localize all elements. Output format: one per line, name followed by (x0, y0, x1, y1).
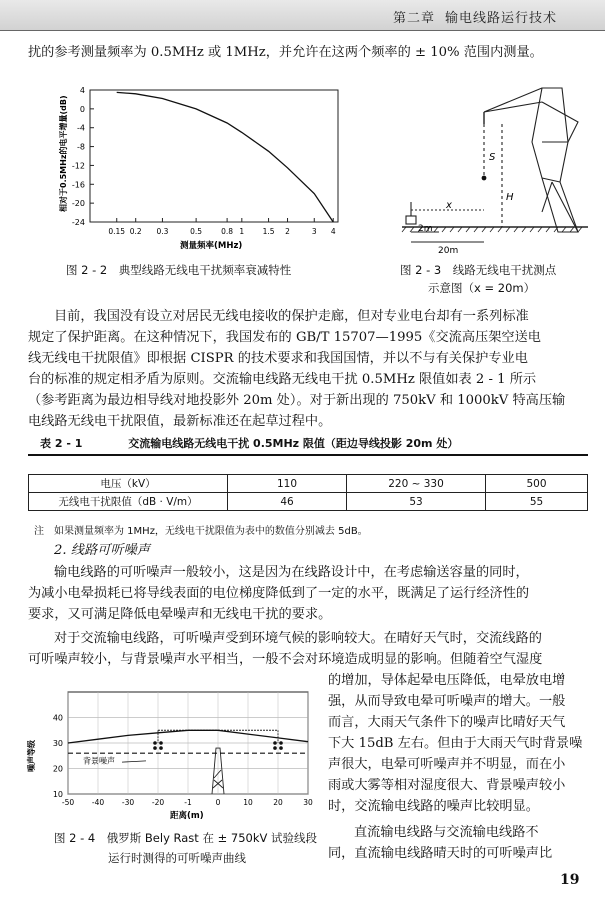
conductor-dot (153, 741, 157, 745)
fig22-ylabel: 相对于0.5MHz的电平增量(dB) (59, 95, 68, 212)
para3-side-line: 下大 15dB 左右。但由于大雨天气时背景噪 (328, 736, 583, 751)
table-cell: 53 (347, 493, 486, 511)
para3-line: 可听噪声较小，与背景噪声水平相当，一般不会对环境造成明显的影响。但随着空气湿度 (28, 652, 543, 667)
figure-2-3 (392, 82, 592, 260)
fig24-ytick-label: 20 (52, 764, 63, 774)
fig22-ytick-label: -24 (71, 218, 85, 227)
fig24-caption-line2: 运行时测得的可听噪声曲线 (108, 851, 246, 865)
fig22-xtick-label: 1 (239, 227, 245, 236)
para2-line: 为减小电晕损耗已将导线表面的电位梯度降低到了一定的水平，既满足了运行经济性的 (28, 586, 530, 601)
conductor-dot (273, 746, 277, 750)
figure-2-4 (18, 688, 324, 820)
conductor-dot (279, 746, 283, 750)
label-s: S (489, 152, 496, 163)
fig24-ytick-label: 40 (52, 713, 63, 723)
conductor-dot (153, 746, 157, 750)
fig23-caption-line2: 示意图（x = 20m） (428, 281, 536, 295)
fig24-xtick-label: 10 (243, 798, 253, 807)
fig24-xtick-label: 20 (273, 798, 283, 807)
para3-side-line: 而言，大雨天气条件下的噪声比晴好天气 (328, 715, 566, 730)
page-number: 19 (560, 872, 580, 888)
fig22-ytick-label: -20 (71, 199, 85, 209)
table-cell: 46 (228, 493, 347, 511)
fig22-frame (90, 90, 338, 222)
table-cell: 无线电干扰限值（dB · V/m） (29, 493, 228, 511)
fig22-xtick-label: 0.3 (156, 227, 169, 236)
para1-line: 目前，我国没有设立对居民无线电接收的保护走廊，但对专业电台却有一系列标准 (54, 309, 529, 324)
running-header (393, 7, 567, 26)
antenna-base (406, 216, 416, 224)
fig22-xtick-label: 1.5 (262, 227, 275, 236)
fig22-xtick-label: 0.2 (129, 227, 142, 236)
table-cell: 55 (486, 493, 588, 511)
conductor-dot (159, 746, 163, 750)
table-cell: 220 ~ 330 (347, 475, 486, 493)
fig24-xtick-label: 30 (303, 798, 313, 807)
para1-line: 电线路无线电干扰限值，最新标准还在起草过程中。 (28, 414, 332, 429)
para2-line: 要求，又可满足降低电晕噪声和无线电干扰的要求。 (28, 607, 332, 622)
label-h: H (506, 192, 514, 203)
conductor-dot (273, 741, 277, 745)
para1-line: 线无线电干扰限值》即根据 CISPR 的技术要求和我国国情，并以不与有关保护专业电 (28, 351, 528, 366)
fig24-label-leader (122, 761, 146, 762)
para1-line: （参考距离为最边相导线对地投影外 20m 处）。对于新出现的 750kV 和 1000kV 特高压输 (28, 393, 566, 408)
fig22-ytick-label: -4 (77, 123, 85, 133)
para2-line: 输电线路的可听噪声一般较小，这是因为在线路设计中，在考虑输送容量的同时， (54, 565, 529, 580)
para3-side-line: 的增加，导体起晕电压降低，电晕放电增 (328, 673, 566, 688)
paragraph-3 (28, 628, 593, 670)
fig22-xlabel: 测量频率(MHz) (180, 241, 243, 251)
label-20m: 20m (438, 246, 459, 256)
para1-line: 台的标准的规定相矛盾为原则。交流输电线路无线电干扰 0.5MHz 限值如表 2 - 1 所示 (28, 372, 537, 387)
fig22-xtick-label: 2 (285, 227, 290, 236)
fig24-xtick-label: 0 (215, 798, 221, 807)
fig24-xtick-label: -50 (61, 798, 75, 807)
fig24-ytick-label: 30 (52, 739, 63, 748)
figure-2-2 (20, 80, 350, 255)
fig24-xtick-label: -30 (121, 798, 135, 807)
table-label: 表 2 - 1 (40, 437, 83, 450)
chapter-number: 第二章 (392, 11, 435, 26)
table-row (29, 493, 588, 511)
fig24-ylabel: 噪声等级 (27, 740, 36, 772)
fig22-ytick-label: 4 (79, 86, 85, 95)
para3-side-line: 强，从而导致电晕可听噪声的增大。一般 (328, 694, 566, 709)
fig24-xtick-label: -1 (184, 798, 192, 807)
fig22-curve (117, 92, 334, 222)
para4-side-line: 同，直流输电线路晴天时的可听噪声比 (328, 846, 553, 861)
fig24-xlabel: 距离(m) (170, 811, 204, 820)
fig22-caption: 图 2 - 2 典型线路无线电干扰频率衰减特性 (66, 263, 292, 277)
label-2m: 2m (418, 224, 433, 234)
label-x: x (446, 200, 452, 211)
table-title-text: 交流输电线路无线电干扰 0.5MHz 限值（距边导线投影 20m 处） (128, 437, 459, 450)
para3-line: 对于交流输电线路，可听噪声受到环境气候的影响较大。在晴好天气时，交流线路的 (54, 631, 542, 646)
tower-crossarm (484, 88, 578, 142)
fig24-caption-line1: 图 2 - 4 俄罗斯 Bely Rast 在 ± 750kV 试验线段 (54, 831, 318, 845)
paragraph-2 (28, 562, 593, 625)
para3-side-line: 声很大，电晕可听噪声并不明显，而在小 (328, 757, 566, 772)
fig22-xtick-label: 4 (330, 227, 336, 236)
fig22-ytick-label: 0 (79, 104, 85, 114)
fig24-background-label: 背景噪声 (83, 756, 115, 766)
table-cell: 电压（kV） (29, 475, 228, 493)
para1-line: 规定了保护距离。在这种情况下，我国发布的 GB/T 15707—1995《交流高压架空送电 (28, 330, 541, 345)
conductor-dot (279, 741, 283, 745)
table-cell: 500 (486, 475, 588, 493)
fig22-ytick-label: -8 (77, 142, 85, 152)
fig22-xtick-label: 0.8 (221, 227, 234, 236)
header-rule (0, 30, 605, 31)
fig24-xtick-label: -40 (91, 798, 105, 807)
table-row (29, 475, 588, 493)
table-note: 注 如果测量频率为 1MHz，无线电干扰限值为表中的数值分别减去 5dB。 (34, 526, 368, 537)
fig22-plot (72, 86, 338, 236)
fig24-xtick-label: -20 (151, 798, 165, 807)
section-title: 2. 线路可听噪声 (54, 543, 150, 558)
fig24-ytick-label: 10 (52, 790, 63, 799)
paragraph-top: 扰的参考测量频率为 0.5MHz 或 1MHz，并允许在这两个频率的 ± 10% 范围内测量。 (28, 45, 543, 60)
paragraph-4-side (328, 822, 592, 864)
para4-side-line: 直流输电线路与交流输电线路不 (354, 825, 539, 840)
table-top-rule (28, 454, 588, 456)
conductor-point (482, 176, 487, 181)
fig22-xtick-label: 3 (311, 227, 317, 236)
fig22-xtick-label: 0.5 (190, 227, 203, 236)
para3-side-line: 雨或大雾等相对湿度很大、背景噪声较小 (328, 778, 566, 793)
fig22-ytick-label: -16 (71, 180, 85, 190)
fig22-xtick-label: 0.15 (108, 227, 126, 236)
fig22-ytick-label: -12 (71, 161, 85, 171)
chapter-title: 输电线路运行技术 (444, 11, 557, 26)
paragraph-1 (28, 306, 593, 432)
table-title (40, 435, 458, 451)
fig24-plot (53, 692, 313, 807)
para3-side-line: 时，交流输电线路的噪声比较明显。 (328, 799, 539, 814)
limits-table (28, 474, 588, 511)
fig23-caption-line1: 图 2 - 3 线路无线电干扰测点 (400, 263, 557, 277)
table-cell: 110 (228, 475, 347, 493)
conductor-dot (159, 741, 163, 745)
paragraph-3-side (328, 670, 592, 817)
